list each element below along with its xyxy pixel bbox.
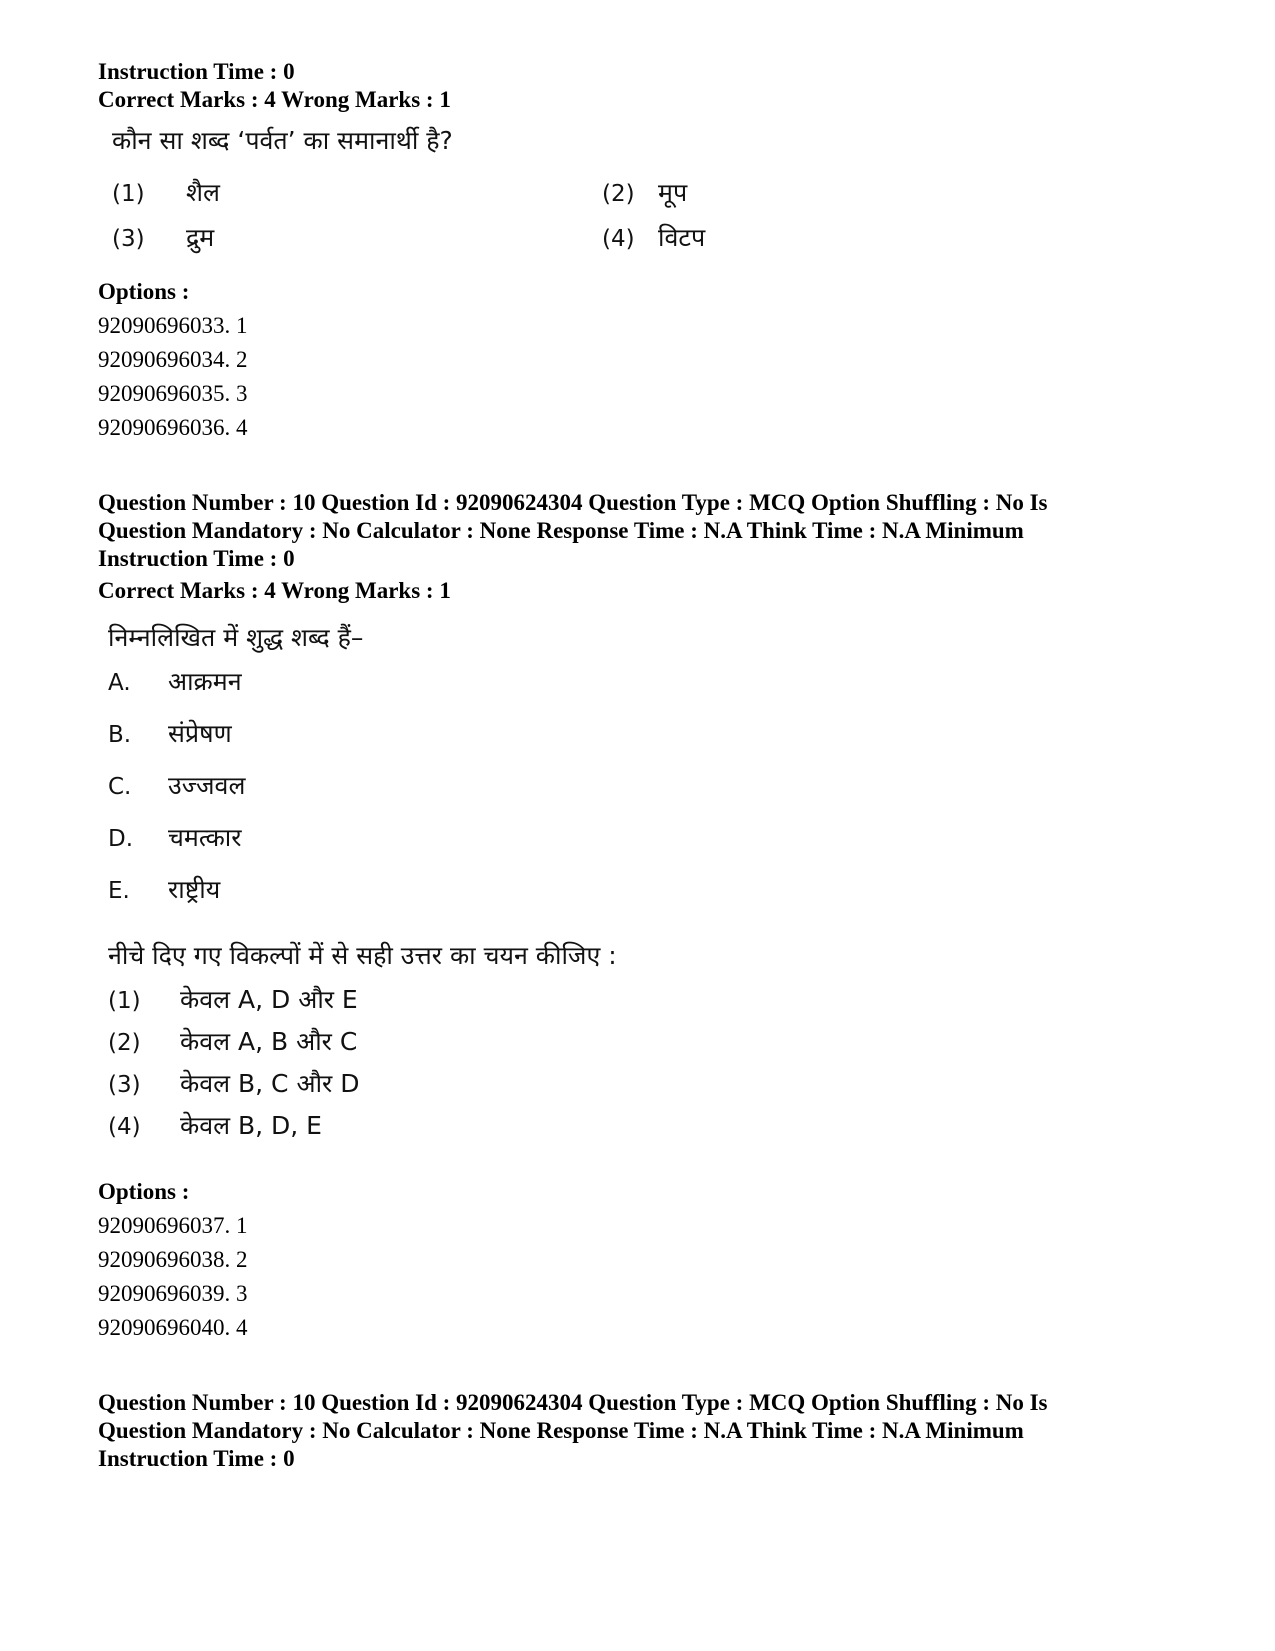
choice-text: विटप bbox=[658, 222, 706, 252]
option-line: 92090696035. 3 bbox=[98, 381, 248, 407]
statement-item bbox=[108, 719, 1188, 771]
option-line: 92090696033. 1 bbox=[98, 313, 248, 339]
choice-list bbox=[108, 985, 1188, 1153]
statement-item bbox=[108, 823, 1188, 875]
choice-item bbox=[112, 223, 602, 254]
options-label: Options : bbox=[98, 279, 190, 305]
question-meta-line: Question Mandatory : No Calculator : None Response Time : N.A Think Time : N.A Minimum bbox=[98, 518, 1024, 544]
statement-text: उज्जवल bbox=[168, 771, 246, 801]
question-text: कौन सा शब्द ‘पर्वत’ का समानार्थी है? bbox=[112, 126, 453, 155]
marks-line: Correct Marks : 4 Wrong Marks : 1 bbox=[98, 578, 451, 604]
options-section bbox=[98, 1175, 1188, 1345]
question-image bbox=[98, 623, 1188, 1153]
choice-text: केवल A, D और E bbox=[180, 985, 358, 1015]
question-meta bbox=[98, 489, 1188, 605]
statement-item bbox=[108, 667, 1188, 719]
choice-number: (3) bbox=[108, 1072, 141, 1099]
option-line: 92090696034. 2 bbox=[98, 347, 248, 373]
instruction-time: Instruction Time : 0 bbox=[98, 1446, 295, 1472]
choice-number: (2) bbox=[602, 181, 635, 207]
choice-item bbox=[112, 178, 602, 209]
choice-item bbox=[108, 1069, 1188, 1111]
statement-key: B. bbox=[108, 722, 132, 749]
statement-list bbox=[108, 667, 1188, 927]
choice-text: द्रुम bbox=[186, 222, 215, 252]
option-line: 92090696036. 4 bbox=[98, 415, 248, 441]
document-page bbox=[98, 58, 1188, 1473]
choice-item bbox=[108, 1027, 1188, 1069]
question-meta bbox=[98, 1389, 1188, 1473]
choice-number: (1) bbox=[112, 181, 145, 207]
question-image bbox=[98, 126, 1188, 253]
option-line: 92090696038. 2 bbox=[98, 1247, 248, 1273]
question-meta-line: Question Number : 10 Question Id : 92090624304 Question Type : MCQ Option Shuffling : No Is bbox=[98, 490, 1048, 516]
instruction-time: Instruction Time : 0 bbox=[98, 59, 295, 84]
choice-number: (4) bbox=[602, 225, 635, 252]
choice-text: केवल B, C और D bbox=[180, 1069, 360, 1099]
question-meta-line: Question Number : 10 Question Id : 92090624304 Question Type : MCQ Option Shuffling : No Is bbox=[98, 1390, 1048, 1416]
choice-item bbox=[108, 1111, 1188, 1153]
statement-key: C. bbox=[108, 774, 132, 801]
statement-item bbox=[108, 875, 1188, 927]
marks-line: Correct Marks : 4 Wrong Marks : 1 bbox=[98, 87, 451, 112]
question-meta bbox=[98, 58, 1188, 114]
choice-number: (3) bbox=[112, 225, 145, 252]
choice-text: मूप bbox=[658, 178, 688, 207]
instruction-time: Instruction Time : 0 bbox=[98, 546, 295, 572]
option-line: 92090696037. 1 bbox=[98, 1213, 248, 1239]
question-text: निम्नलिखित में शुद्ध शब्द हैं– bbox=[108, 623, 364, 653]
choice-item bbox=[602, 178, 902, 209]
statement-key: D. bbox=[108, 826, 134, 853]
choice-item bbox=[108, 985, 1188, 1027]
option-line: 92090696039. 3 bbox=[98, 1281, 248, 1307]
options-label: Options : bbox=[98, 1179, 190, 1205]
question-meta-line: Question Mandatory : No Calculator : None Response Time : N.A Think Time : N.A Minimum bbox=[98, 1418, 1024, 1444]
statement-text: राष्ट्रीय bbox=[168, 875, 221, 905]
choice-item bbox=[602, 223, 902, 254]
statement-text: आक्रमन bbox=[168, 667, 242, 697]
choice-grid bbox=[112, 178, 1188, 253]
statement-item bbox=[108, 771, 1188, 823]
choice-text: केवल A, B और C bbox=[180, 1027, 358, 1057]
choice-text: शैल bbox=[186, 178, 220, 207]
statement-key: E. bbox=[108, 878, 130, 905]
choice-prompt: नीचे दिए गए विकल्पों में से सही उत्तर का चयन कीजिए : bbox=[108, 941, 617, 971]
choice-number: (1) bbox=[108, 988, 141, 1015]
statement-text: संप्रेषण bbox=[168, 719, 232, 749]
statement-text: चमत्कार bbox=[168, 823, 242, 853]
option-line: 92090696040. 4 bbox=[98, 1315, 248, 1341]
statement-key: A. bbox=[108, 670, 131, 697]
choice-text: केवल B, D, E bbox=[180, 1111, 322, 1141]
options-section bbox=[98, 275, 1188, 445]
choice-number: (4) bbox=[108, 1114, 141, 1141]
choice-number: (2) bbox=[108, 1030, 141, 1057]
